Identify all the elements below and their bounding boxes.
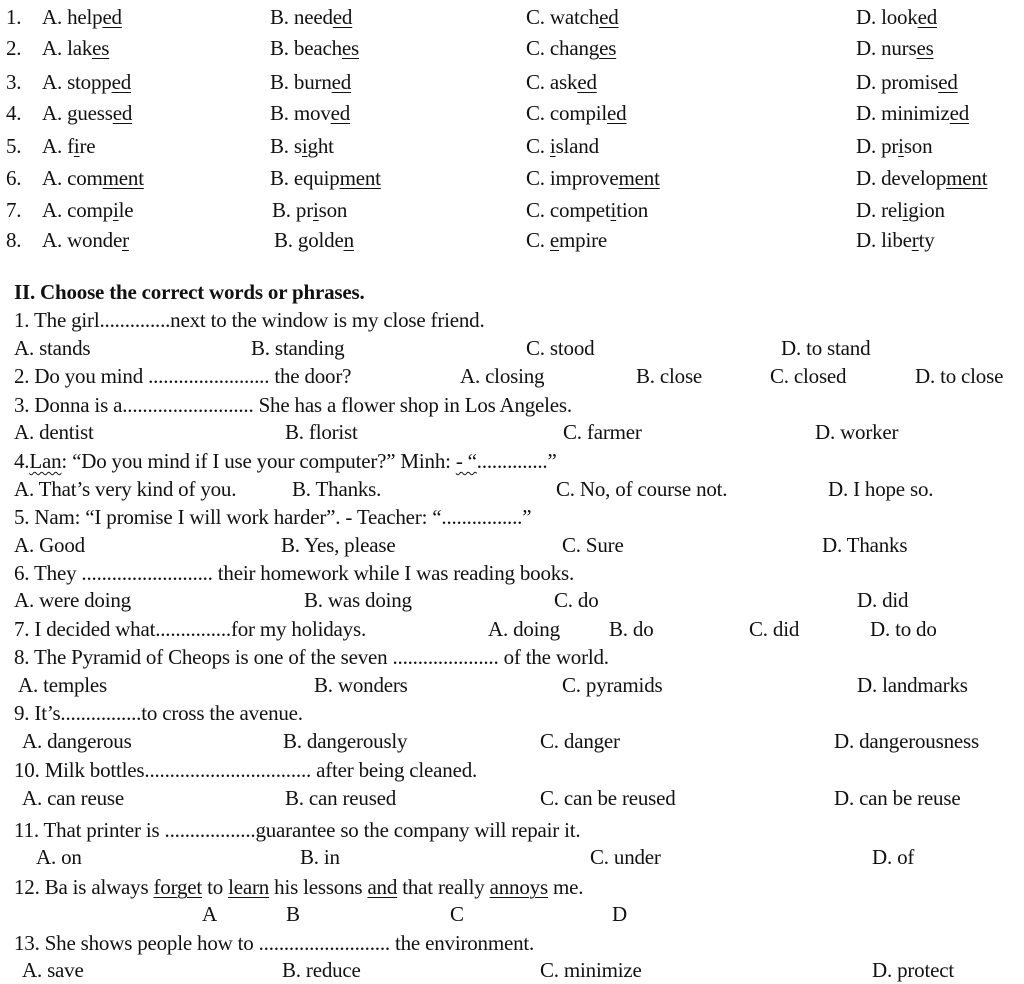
question-2 <box>0 362 1024 390</box>
word-part: f <box>67 134 74 158</box>
row-number: 3. <box>6 70 22 94</box>
underlined-part: i <box>301 134 308 158</box>
option-c: C. did <box>749 617 800 641</box>
option-letter: A. <box>42 101 68 125</box>
question-8 <box>0 643 1024 671</box>
question-text: 13. She shows people how to .......................... the environment. <box>14 931 535 955</box>
question-text: 11. That printer is ..................guarantee so the company will repair it. <box>14 818 581 842</box>
word-part: look <box>881 5 918 29</box>
option-letter: B. <box>270 166 294 190</box>
option-letter: B. <box>272 198 296 222</box>
option-c: C. stood <box>526 336 595 360</box>
option-a: A. on <box>36 845 82 869</box>
word-part: equip <box>293 166 340 190</box>
word-part: guess <box>67 101 113 125</box>
question-part: his lessons <box>269 875 368 899</box>
option-letter: B. <box>270 36 294 60</box>
word-part: com <box>67 166 103 190</box>
question-13-options <box>0 956 1024 984</box>
option-letter: C. <box>526 5 550 29</box>
option-a: A. That’s very kind of you. <box>14 477 237 501</box>
question-5-options <box>0 531 1024 559</box>
question-12-letters <box>0 900 1024 928</box>
option-c <box>526 196 648 224</box>
word-part: minimiz <box>881 101 950 125</box>
letter-b: B <box>286 902 300 926</box>
option-letter: C. <box>526 166 550 190</box>
underlined-part: i <box>313 198 319 222</box>
word-part: mpire <box>559 228 608 252</box>
question-4-options <box>0 475 1024 503</box>
option-b: B. close <box>636 364 703 388</box>
question-number: 4. <box>14 449 30 473</box>
option-c: C. No, of course not. <box>556 477 728 501</box>
question-text: 2. Do you mind ........................ the door? <box>14 364 352 388</box>
option-b <box>270 164 381 192</box>
underlined-part: ed <box>938 70 958 94</box>
option-d: D. did <box>857 588 909 612</box>
word-part: help <box>67 5 103 29</box>
row-number: 1. <box>6 5 22 29</box>
option-c <box>526 164 660 192</box>
option-d: D. can be reuse <box>834 786 961 810</box>
underlined-part: ed <box>102 5 122 29</box>
question-part: that really <box>397 875 490 899</box>
option-c: C. Sure <box>562 533 624 557</box>
option-a <box>42 34 109 62</box>
option-letter: B. <box>270 5 294 29</box>
option-c: C. farmer <box>563 420 642 444</box>
pronunciation-row <box>0 164 1024 192</box>
question-11-options <box>0 843 1024 871</box>
underlined-part: ed <box>112 101 133 125</box>
underlined-part: i <box>549 134 556 158</box>
option-a <box>42 3 122 31</box>
question-text: 3. Donna is a.......................... She has a flower shop in Los Angeles. <box>14 393 572 417</box>
pronunciation-row <box>0 196 1024 224</box>
underlined-part: i <box>902 198 909 222</box>
underlined-part: ed <box>331 70 352 94</box>
question-7 <box>0 615 1024 643</box>
option-letter: B. <box>270 134 294 158</box>
question-10 <box>0 756 1024 784</box>
option-b <box>272 196 347 224</box>
word-part: le <box>118 198 134 222</box>
option-letter: D. <box>856 70 882 94</box>
underlined-part: e <box>549 228 560 252</box>
pronunciation-row <box>0 68 1024 96</box>
option-letter: D. <box>856 5 882 29</box>
option-letter: A. <box>42 228 68 252</box>
option-letter: B. <box>274 228 298 252</box>
option-d: D. protect <box>872 958 954 982</box>
word-part: need <box>293 5 333 29</box>
row-number: 7. <box>6 198 22 222</box>
option-b <box>270 34 359 62</box>
underlined-part: ed <box>599 5 619 29</box>
underlined-part: es <box>599 36 617 60</box>
option-letter: D. <box>856 198 882 222</box>
underlined-word-d: annoys <box>489 875 548 899</box>
underlined-part: r <box>122 228 129 252</box>
option-c: C. can be reused <box>540 786 676 810</box>
word-part: ty <box>918 228 935 252</box>
word-part: comp <box>67 198 113 222</box>
option-a <box>42 132 95 160</box>
option-d <box>856 164 987 192</box>
word-part: pr <box>295 198 314 222</box>
option-letter: C. <box>526 198 550 222</box>
question-body: : “Do you mind if I use your computer?” Minh: <box>61 449 456 473</box>
pronunciation-row <box>0 226 1024 254</box>
option-letter: C. <box>526 101 550 125</box>
option-letter: A. <box>42 36 68 60</box>
pronunciation-row <box>0 99 1024 127</box>
question-3-options <box>0 418 1024 446</box>
option-b: B. florist <box>285 420 358 444</box>
option-c <box>526 226 607 254</box>
word-part: promis <box>881 70 939 94</box>
word-part: libe <box>881 228 912 252</box>
option-letter: A. <box>42 134 68 158</box>
letter-d: D <box>612 902 627 926</box>
option-letter: D. <box>856 101 882 125</box>
underlined-word-b: learn <box>228 875 270 899</box>
option-letter: C. <box>526 134 550 158</box>
option-a: A. temples <box>18 673 107 697</box>
pronunciation-row <box>0 3 1024 31</box>
question-11 <box>0 816 1024 844</box>
option-d <box>856 226 935 254</box>
option-b: B. in <box>300 845 340 869</box>
reply-blank: ..............” <box>476 449 557 473</box>
question-text: 9. It’s................to cross the avenue. <box>14 701 303 725</box>
option-a <box>42 68 131 96</box>
option-a <box>42 196 133 224</box>
option-letter: D. <box>856 228 882 252</box>
option-d <box>856 68 958 96</box>
option-d: D. to do <box>870 617 937 641</box>
word-part: beach <box>293 36 342 60</box>
letter-c: C <box>450 902 464 926</box>
word-part: son <box>318 198 348 222</box>
question-5 <box>0 503 1024 531</box>
option-letter: A. <box>42 166 68 190</box>
underlined-part: ment <box>618 166 660 190</box>
option-d <box>856 3 937 31</box>
word-part: nurs <box>881 36 917 60</box>
word-part: develop <box>881 166 947 190</box>
option-b <box>270 3 352 31</box>
option-c: C. pyramids <box>562 673 663 697</box>
question-6-options <box>0 586 1024 614</box>
option-letter: C. <box>526 228 550 252</box>
word-part: s <box>293 134 302 158</box>
word-part: chang <box>549 36 600 60</box>
word-part: sland <box>555 134 599 158</box>
word-part: compet <box>549 198 611 222</box>
row-number: 8. <box>6 228 22 252</box>
row-number: 5. <box>6 134 22 158</box>
option-d: D. to close <box>915 364 1004 388</box>
question-text <box>14 873 583 901</box>
option-d: D. Thanks <box>822 533 908 557</box>
question-text <box>14 447 557 475</box>
option-d: D. of <box>872 845 915 869</box>
option-a: A. can reuse <box>22 786 124 810</box>
option-b <box>270 99 350 127</box>
word-part: golde <box>297 228 344 252</box>
word-part: gion <box>908 198 945 222</box>
underlined-part: ed <box>917 5 938 29</box>
underlined-part: ed <box>949 101 970 125</box>
option-c <box>526 3 619 31</box>
question-3 <box>0 391 1024 419</box>
word-part: stopp <box>67 70 112 94</box>
option-a: A. dangerous <box>22 729 132 753</box>
option-d <box>856 196 945 224</box>
question-6 <box>0 559 1024 587</box>
word-part: compil <box>549 101 608 125</box>
word-part: lak <box>67 36 93 60</box>
word-part: son <box>903 134 933 158</box>
question-12 <box>0 873 1024 901</box>
option-a: A. doing <box>488 617 560 641</box>
underlined-part: ed <box>577 70 597 94</box>
speaker-lan: Lan <box>29 449 62 473</box>
option-d: D. landmarks <box>857 673 968 697</box>
question-1-options <box>0 334 1024 362</box>
option-c: C. minimize <box>540 958 642 982</box>
option-a: A. closing <box>460 364 545 388</box>
option-c: C. under <box>590 845 661 869</box>
question-8-options <box>0 671 1024 699</box>
option-letter: A. <box>42 70 68 94</box>
letter-a: A <box>202 902 217 926</box>
option-d: D. dangerousness <box>834 729 979 753</box>
option-c <box>526 34 616 62</box>
row-number: 6. <box>6 166 22 190</box>
option-letter: B. <box>270 101 294 125</box>
option-d <box>856 132 932 160</box>
question-1 <box>0 306 1024 334</box>
option-b <box>274 226 354 254</box>
underlined-part: ed <box>332 5 353 29</box>
option-c: C. danger <box>540 729 620 753</box>
question-text: 10. Milk bottles................................. after being cleaned. <box>14 758 478 782</box>
option-d: D. worker <box>815 420 899 444</box>
option-a: A. stands <box>14 336 91 360</box>
underlined-part: i <box>610 198 617 222</box>
word-part: watch <box>549 5 600 29</box>
option-c <box>526 68 597 96</box>
row-number: 4. <box>6 101 22 125</box>
pronunciation-row <box>0 34 1024 62</box>
question-9 <box>0 699 1024 727</box>
question-text: 6. They .......................... their homework while I was reading books. <box>14 561 575 585</box>
underlined-part: ment <box>946 166 988 190</box>
word-part: burn <box>293 70 332 94</box>
word-part: rel <box>881 198 903 222</box>
underlined-part: i <box>112 198 119 222</box>
word-part: mov <box>293 101 331 125</box>
option-b <box>270 132 334 160</box>
option-b: B. Thanks. <box>292 477 382 501</box>
option-c: C. do <box>554 588 599 612</box>
row-number: 2. <box>6 36 22 60</box>
option-a <box>42 164 144 192</box>
option-d: D. to stand <box>781 336 871 360</box>
option-d: D. I hope so. <box>828 477 934 501</box>
underlined-part: ment <box>339 166 381 190</box>
option-a: A. were doing <box>14 588 131 612</box>
option-b: B. was doing <box>304 588 412 612</box>
option-letter: D. <box>856 36 882 60</box>
underlined-part: n <box>343 228 354 252</box>
question-13 <box>0 929 1024 957</box>
option-letter: A. <box>42 5 68 29</box>
option-a <box>42 226 129 254</box>
option-b: B. wonders <box>314 673 408 697</box>
question-part: me. <box>547 875 584 899</box>
question-9-options <box>0 727 1024 755</box>
question-text: 7. I decided what...............for my holidays. <box>14 617 366 641</box>
option-c <box>526 132 599 160</box>
option-letter: D. <box>856 166 882 190</box>
underlined-part: i <box>73 134 80 158</box>
option-a: A. save <box>22 958 84 982</box>
section-heading: II. Choose the correct words or phrases. <box>14 280 365 304</box>
word-part: wonde <box>67 228 123 252</box>
option-b: B. standing <box>251 336 345 360</box>
pronunciation-row <box>0 132 1024 160</box>
question-part: to <box>202 875 229 899</box>
question-text: 8. The Pyramid of Cheops is one of the seven ..................... of the world. <box>14 645 609 669</box>
option-b: B. Yes, please <box>281 533 396 557</box>
underlined-part: ment <box>102 166 144 190</box>
word-part: ght <box>307 134 334 158</box>
word-part: pr <box>881 134 899 158</box>
question-text: 5. Nam: “I promise I will work harder”. - Teacher: “................” <box>14 505 532 529</box>
underlined-part: es <box>92 36 110 60</box>
underlined-part: ed <box>111 70 132 94</box>
option-letter: C. <box>526 70 550 94</box>
word-part: improve <box>549 166 619 190</box>
underlined-part: ed <box>330 101 351 125</box>
option-a: A. dentist <box>14 420 94 444</box>
underlined-word-c: and <box>367 875 398 899</box>
question-part: 12. Ba is always <box>14 875 154 899</box>
underlined-part: es <box>341 36 359 60</box>
option-b: B. can reused <box>285 786 397 810</box>
option-b: B. reduce <box>282 958 361 982</box>
underlined-part: r <box>911 228 919 252</box>
option-c: C. closed <box>770 364 847 388</box>
option-c <box>526 99 626 127</box>
option-letter: C. <box>526 36 550 60</box>
underlined-part: ed <box>607 101 627 125</box>
option-a <box>42 99 132 127</box>
option-b <box>270 68 351 96</box>
option-b: B. dangerously <box>283 729 408 753</box>
underlined-part: es <box>916 36 934 60</box>
underlined-part: i <box>898 134 904 158</box>
section-heading-line <box>0 278 1024 306</box>
option-a: A. Good <box>14 533 85 557</box>
option-letter: B. <box>270 70 294 94</box>
option-d <box>856 99 969 127</box>
question-4 <box>0 447 1024 475</box>
option-b: B. do <box>609 617 654 641</box>
option-letter: D. <box>856 134 882 158</box>
question-10-options <box>0 784 1024 812</box>
question-text: 1. The girl..............next to the window is my close friend. <box>14 308 485 332</box>
option-d <box>856 34 934 62</box>
reply-dash: - “ <box>455 449 477 473</box>
underlined-word-a: forget <box>153 875 203 899</box>
option-letter: A. <box>42 198 68 222</box>
word-part: ask <box>549 70 578 94</box>
word-part: re <box>79 134 96 158</box>
word-part: tion <box>616 198 649 222</box>
